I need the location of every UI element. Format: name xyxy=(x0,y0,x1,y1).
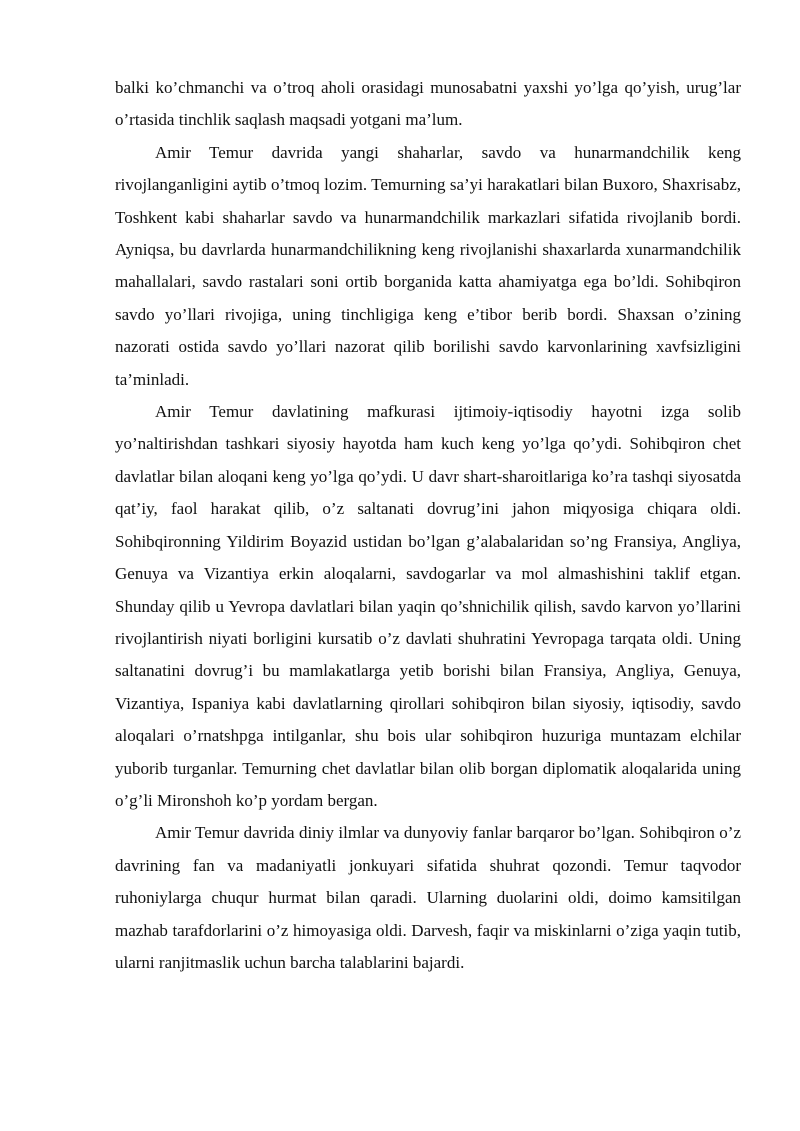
paragraph-religion-science: Amir Temur davrida diniy ilmlar va dunyoviy fanlar barqaror bo’lgan. Sohibqiron o’z davrining fan va madaniyatli jonkuyari sifatida shuhrat qozondi. Temur taqvodor ruhoniylarga chuqur hurmat bilan qaradi. Ularning duolarini oldi, doimo kamsitilgan mazhab tarafdorlarini o’z himoyasiga oldi. Darvesh, faqir va miskinlarni o’ziga yaqin tutib, ularni ranjitmaslik uchun barcha talablarini bajardi. xyxy=(115,823,741,972)
paragraph-continuation: balki ko’chmanchi va o’troq aholi orasidagi munosabatni yaxshi yo’lga qo’yish, urug’lar o’rtasida tinchlik saqlash maqsadi yotgani ma’lum. xyxy=(115,78,741,130)
paragraph-foreign-relations: Amir Temur davlatining mafkurasi ijtimoiy-iqtisodiy hayotni izga solib yo’naltirishdan tashkari siyosiy hayotda ham kuch keng yo’lga qo’ydi. Sohibqiron chet davlatlar bilan aloqani keng yo’lga qo’ydi. U davr shart-sharoitlariga ko’ra tashqi siyosatda qat’iy, faol harakat qilib, o’z saltanati dovrug’ini jahon miqyosiga chiqara oldi. Sohibqironning Yildirim Boyazid ustidan bo’lgan g’alabalaridan so’ng Fransiya, Angliya, Genuya va Vizantiya erkin aloqalarni, savdogarlar va mol almashishini taklif etgan. Shunday qilib u Yevropa davlatlari bilan yaqin qo’shnichilik qilish, savdo karvon yo’llarini rivojlantirish niyati borligini kursatib o’z davlati shuhratini Yevropaga tarqata oldi. Uning saltanatini dovrug’i bu mamlakatlarga yetib borishi bilan Fransiya, Angliya, Genuya, Vizantiya, Ispaniya kabi davlatlarning qirollari sohibqiron bilan siyosiy, iqtisodiy, savdo aloqalari o’rnatshpga intilganlar, shu bois ular sohibqiron huzuriga muntazam elchilar yuborib turganlar. Temurning chet davlatlar bilan olib borgan diplomatik aloqalarida uning o’g’li Mironshoh ko’p yordam bergan. xyxy=(115,402,741,810)
document-page xyxy=(115,72,741,979)
paragraph-cities-trade: Amir Temur davrida yangi shaharlar, savdo va hunarmandchilik keng rivojlanganligini aytib o’tmoq lozim. Temurning sa’yi harakatlari bilan Buxoro, Shaxrisabz, Toshkent kabi shaharlar savdo va hunarmandchilik markazlari sifatida rivojlanib bordi. Ayniqsa, bu davrlarda hunarmandchilikning keng rivojlanishi shaxarlarda xunarmandchilik mahallalari, savdo rastalari soni ortib borganida katta ahamiyatga ega bo’ldi. Sohibqiron savdo yo’llari rivojiga, uning tinchligiga keng e’tibor berib bordi. Shaxsan o’zining nazorati ostida savdo yo’llari nazorat qilib borilishi savdo karvonlarining xavfsizligini ta’minladi. xyxy=(115,142,741,389)
